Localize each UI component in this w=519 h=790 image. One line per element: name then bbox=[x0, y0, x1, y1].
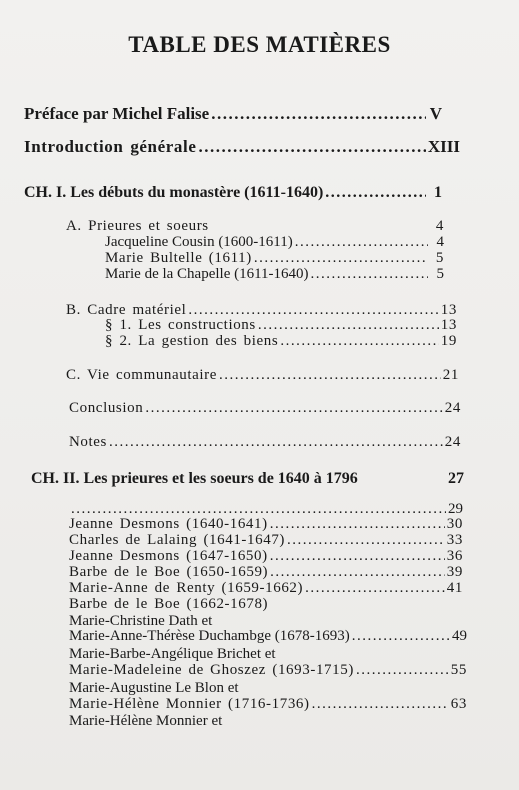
toc-page: 5 bbox=[436, 266, 444, 282]
toc-entry bbox=[69, 596, 463, 613]
toc-label: Marie-Christine Dath et bbox=[69, 613, 213, 629]
dot-leader bbox=[295, 234, 428, 251]
toc-entry bbox=[105, 317, 457, 334]
toc-entry bbox=[69, 548, 463, 565]
toc-entry bbox=[69, 696, 467, 713]
toc-label: CH. I. Les débuts du monastère (1611-1640) bbox=[24, 184, 324, 201]
toc-label: Marie-Hélène Monnier et bbox=[69, 713, 223, 729]
toc-label: C. Vie communautaire bbox=[66, 367, 218, 383]
toc-entry bbox=[69, 628, 467, 645]
toc-entry bbox=[69, 580, 463, 597]
toc-label: Jeanne Desmons (1647-1650) bbox=[69, 548, 268, 564]
toc-label: Jacqueline Cousin (1600-1611) bbox=[105, 234, 293, 250]
dot-leader bbox=[258, 317, 439, 334]
toc-page: 63 bbox=[450, 696, 467, 712]
toc-entry bbox=[105, 234, 444, 251]
toc-page: 13 bbox=[440, 317, 457, 333]
toc-page: 13 bbox=[440, 302, 457, 318]
toc-page: 1 bbox=[434, 184, 442, 201]
toc-page: 4 bbox=[435, 218, 444, 234]
toc-label: § 1. Les constructions bbox=[105, 317, 256, 333]
toc-entry bbox=[105, 333, 457, 350]
toc-label: Marie-Augustine Le Blon et bbox=[69, 680, 239, 696]
toc-page: 55 bbox=[450, 662, 467, 678]
toc-entry-preface bbox=[24, 104, 442, 124]
toc-label: Marie de la Chapelle (1611-1640) bbox=[105, 266, 309, 282]
toc-page: 29 bbox=[448, 501, 463, 517]
toc-label: CH. II. Les prieures et les soeurs de 1640 à 1796 bbox=[31, 470, 358, 487]
toc-page: 27 bbox=[448, 470, 464, 487]
toc-chapter-2 bbox=[31, 470, 464, 488]
toc-label: Conclusion bbox=[69, 400, 144, 416]
toc-entry bbox=[69, 564, 463, 581]
toc-page: 4 bbox=[436, 234, 444, 250]
toc-entry bbox=[69, 662, 467, 679]
toc-page: 39 bbox=[446, 564, 463, 580]
dot-leader bbox=[270, 548, 445, 565]
toc-entry bbox=[69, 532, 463, 549]
dot-leader bbox=[356, 662, 449, 679]
dot-leader bbox=[325, 184, 426, 202]
dot-leader bbox=[270, 564, 445, 581]
toc-entry bbox=[69, 400, 461, 417]
dot-leader bbox=[305, 580, 445, 597]
toc-chapter-1 bbox=[24, 184, 442, 202]
toc-label: Marie-Anne-Thérèse Duchambge (1678-1693) bbox=[69, 628, 350, 644]
toc-entry bbox=[105, 266, 444, 283]
toc-label: Préface par Michel Falise bbox=[24, 104, 210, 123]
toc-page: 49 bbox=[452, 628, 467, 644]
toc-label: Marie Bultelle (1611) bbox=[105, 250, 252, 266]
toc-page: 5 bbox=[435, 250, 444, 266]
toc-entry bbox=[66, 367, 459, 384]
toc-label: § 2. La gestion des biens bbox=[105, 333, 279, 349]
toc-label: Notes bbox=[69, 434, 107, 450]
dot-leader bbox=[211, 104, 426, 124]
toc-page: 24 bbox=[444, 434, 461, 450]
toc-entry bbox=[66, 218, 444, 235]
toc-page: XIII bbox=[427, 137, 460, 156]
dot-leader bbox=[145, 400, 442, 417]
dot-leader bbox=[312, 696, 449, 713]
toc-label: Marie-Barbe-Angélique Brichet et bbox=[69, 646, 276, 662]
toc-entry bbox=[105, 250, 444, 267]
dot-leader bbox=[219, 367, 441, 384]
dot-leader bbox=[352, 628, 450, 645]
toc-label: Introduction générale bbox=[24, 137, 197, 156]
toc-page: 21 bbox=[442, 367, 459, 383]
dot-leader bbox=[254, 250, 428, 267]
toc-label: Jeanne Desmons (1640-1641) bbox=[69, 516, 268, 532]
toc-entry bbox=[69, 516, 463, 533]
toc-page: 24 bbox=[444, 400, 461, 416]
dot-leader bbox=[270, 516, 445, 533]
toc-label: B. Cadre matériel bbox=[66, 302, 187, 318]
toc-page: V bbox=[429, 104, 442, 123]
toc-label: Barbe de le Boe (1662-1678) bbox=[69, 596, 269, 612]
toc-page: 30 bbox=[446, 516, 463, 532]
dot-leader bbox=[280, 333, 438, 350]
toc-page: 19 bbox=[440, 333, 457, 349]
toc-label: Barbe de le Boe (1650-1659) bbox=[69, 564, 269, 580]
toc-entry-introduction bbox=[24, 137, 460, 157]
dot-leader bbox=[287, 532, 445, 549]
toc-entry bbox=[69, 713, 467, 730]
toc-label: Marie-Madeleine de Ghoszez (1693-1715) bbox=[69, 662, 354, 678]
toc-page: 36 bbox=[446, 548, 463, 564]
toc-entry bbox=[69, 646, 467, 663]
toc-label: A. Prieures et soeurs bbox=[66, 218, 209, 234]
toc-entry bbox=[69, 434, 461, 451]
dot-leader bbox=[198, 137, 425, 157]
toc-page: 41 bbox=[446, 580, 463, 596]
toc-label: Marie-Anne de Renty (1659-1662) bbox=[69, 580, 304, 596]
dot-leader bbox=[311, 266, 428, 283]
toc-label: Marie-Hélène Monnier (1716-1736) bbox=[69, 696, 310, 712]
page-title: TABLE DES MATIÈRES bbox=[128, 32, 391, 57]
toc-page: 33 bbox=[446, 532, 463, 548]
toc-entry bbox=[69, 680, 467, 697]
dot-leader bbox=[109, 434, 443, 451]
toc-label: Charles de Lalaing (1641-1647) bbox=[69, 532, 286, 548]
